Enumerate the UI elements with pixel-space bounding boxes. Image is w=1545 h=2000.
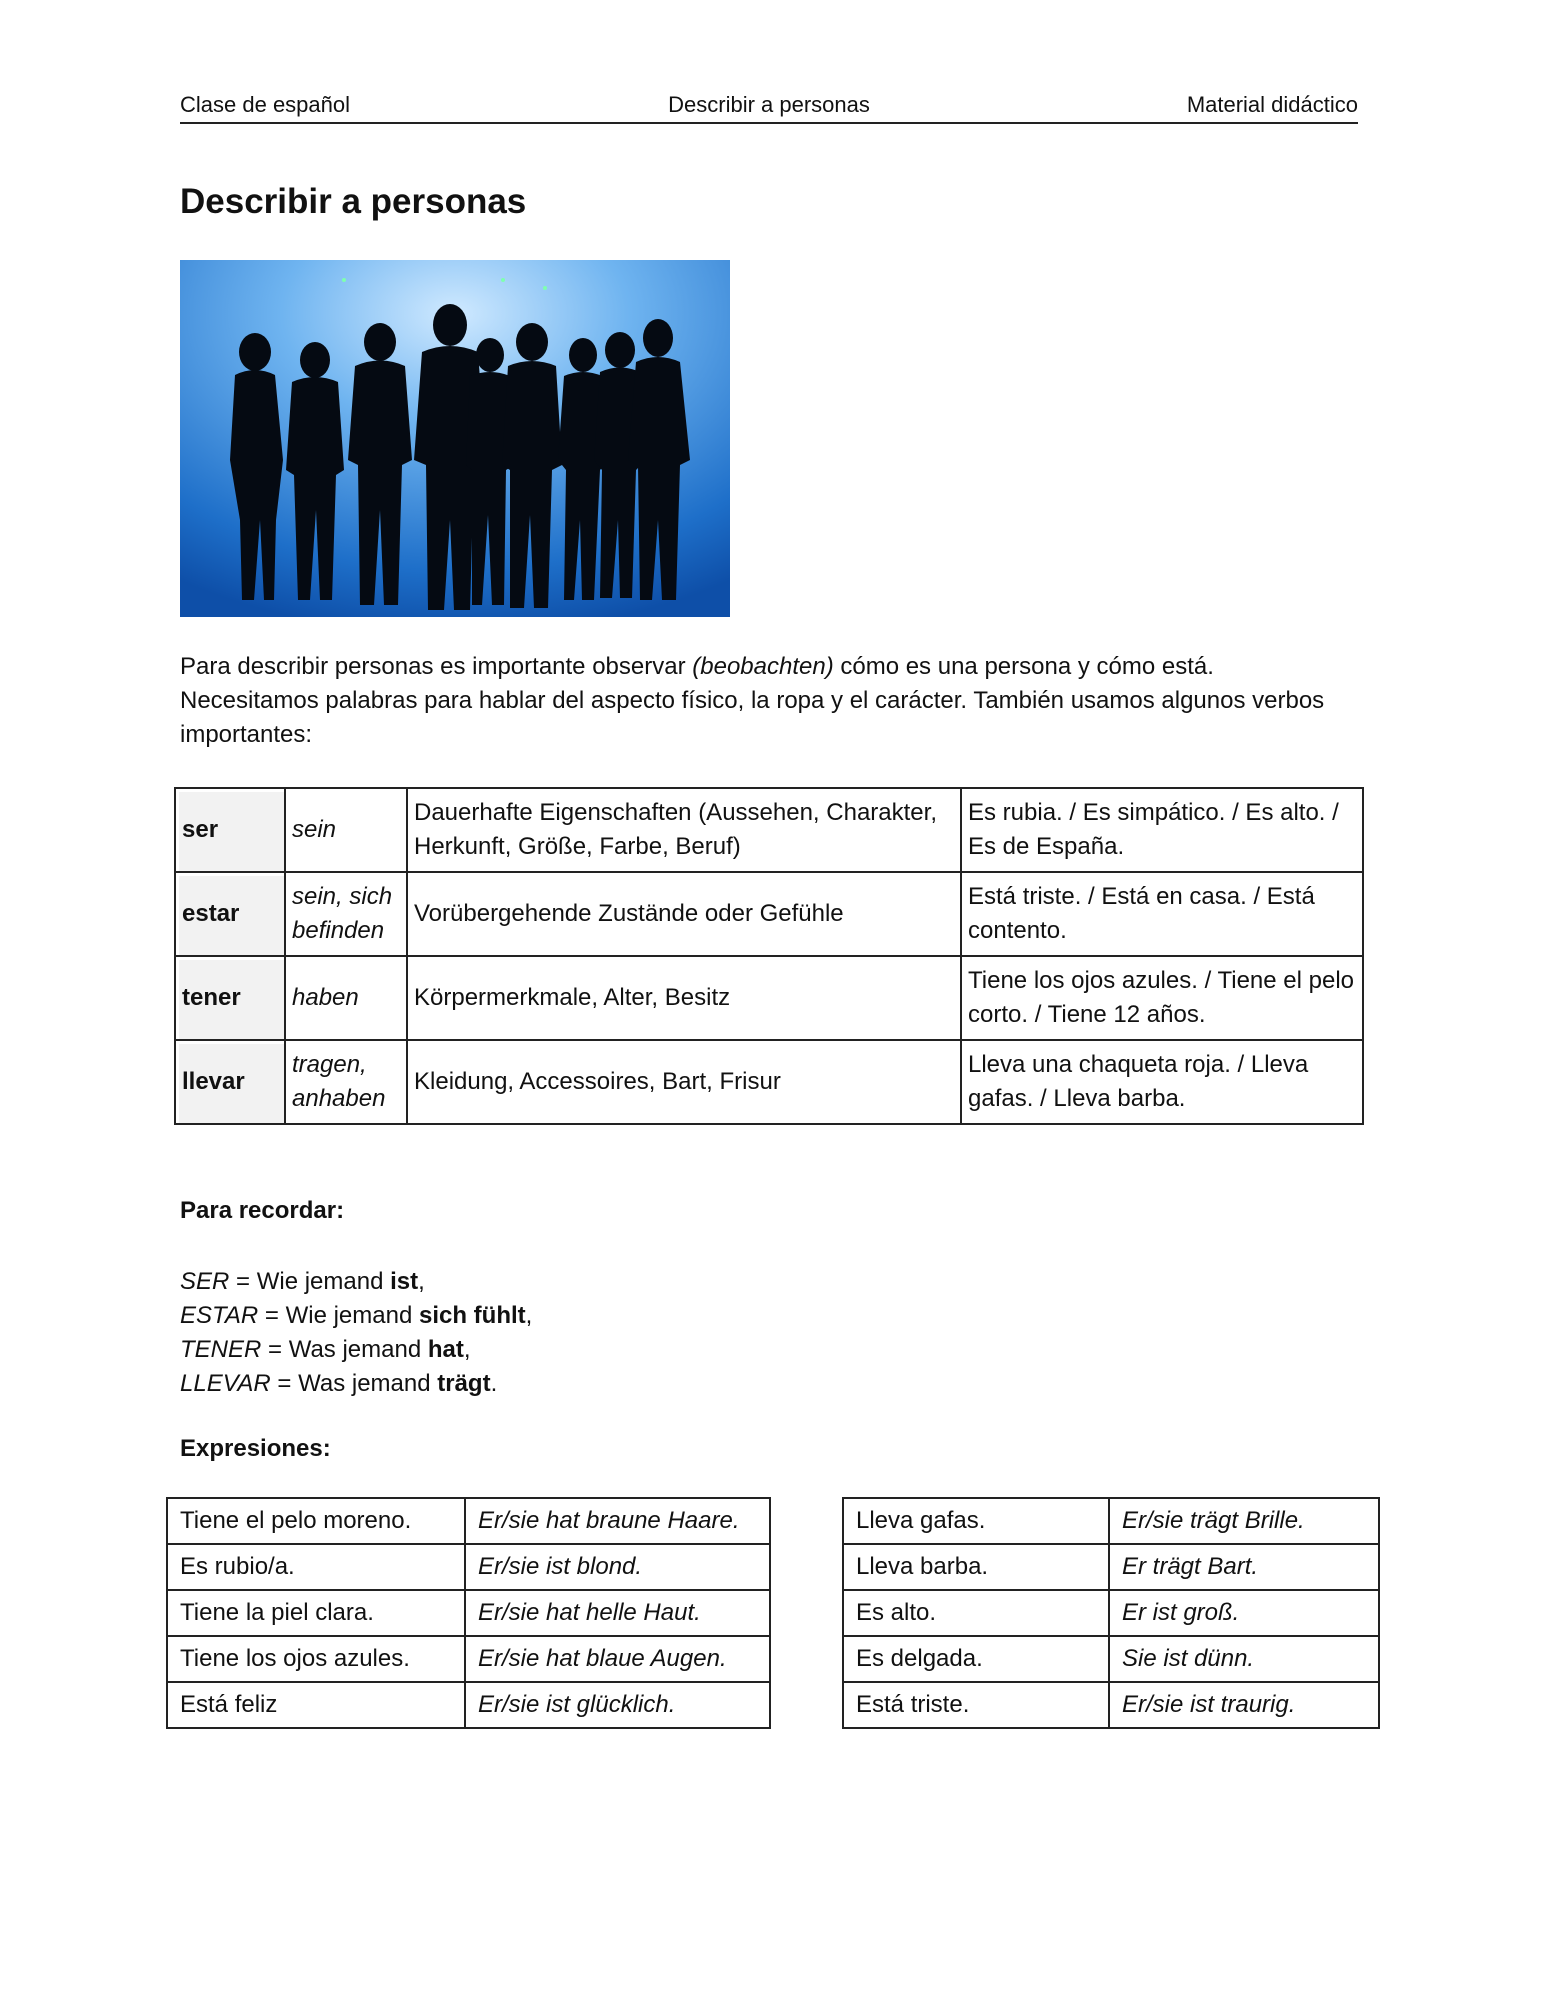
examples-cell: Es rubia. / Es simpático. / Es alto. / Es de España. (961, 788, 1363, 872)
table-row (167, 1682, 770, 1728)
examples-cell: Tiene los ojos azules. / Tiene el pelo corto. / Tiene 12 años. (961, 956, 1363, 1040)
german-cell: Er/sie trägt Brille. (1109, 1498, 1379, 1544)
spanish-cell: Es alto. (843, 1590, 1109, 1636)
page-header (180, 90, 1358, 124)
translation-cell: haben (285, 956, 407, 1040)
german-cell: Er ist groß. (1109, 1590, 1379, 1636)
spanish-cell: Está triste. (843, 1682, 1109, 1728)
german-cell: Er/sie ist traurig. (1109, 1682, 1379, 1728)
intro-text-italic: (beobachten) (692, 653, 834, 680)
table-row (167, 1498, 770, 1544)
examples-cell: Lleva una chaqueta roja. / Lleva gafas. / Lleva barba. (961, 1040, 1363, 1124)
spanish-cell: Tiene la piel clara. (167, 1590, 465, 1636)
german-cell: Er/sie hat blaue Augen. (465, 1636, 770, 1682)
recordar-end: , (525, 1302, 533, 1329)
recordar-eq: = Wie jemand (229, 1268, 391, 1295)
table-row (175, 788, 1363, 872)
verb-cell: tener (175, 956, 285, 1040)
recordar-bold: sich fühlt (418, 1302, 526, 1329)
spanish-cell: Está feliz (167, 1682, 465, 1728)
examples-cell: Está triste. / Está en casa. / Está contento. (961, 872, 1363, 956)
recordar-term: SER (180, 1268, 230, 1295)
intro-text-after: cómo es una persona y cómo está. Necesitamos palabras para hablar del aspecto físico, la ropa y el carácter. También usamos algunos verbos importantes: (180, 653, 1325, 748)
german-cell: Er/sie hat braune Haare. (465, 1498, 770, 1544)
recordar-eq: = Was jemand (270, 1370, 438, 1397)
german-cell: Sie ist dünn. (1109, 1636, 1379, 1682)
recordar-heading: Para recordar: (180, 1197, 345, 1224)
recordar-end: , (463, 1336, 471, 1363)
recordar-term: TENER (180, 1336, 262, 1363)
translation-cell: tragen, anhaben (285, 1040, 407, 1124)
recordar-line (180, 1265, 532, 1299)
table-row (167, 1544, 770, 1590)
header-right: Material didáctico (1186, 92, 1358, 117)
usage-cell: Dauerhafte Eigenschaften (Aussehen, Charakter, Herkunft, Größe, Farbe, Beruf) (407, 788, 961, 872)
recordar-bold: ist (390, 1268, 419, 1295)
recordar-list (180, 1265, 532, 1401)
usage-cell: Kleidung, Accessoires, Bart, Frisur (407, 1040, 961, 1124)
table-row (843, 1498, 1379, 1544)
page-title: Describir a personas (180, 182, 527, 221)
table-row (175, 1040, 1363, 1124)
german-cell: Er/sie ist glücklich. (465, 1682, 770, 1728)
recordar-term: ESTAR (180, 1302, 259, 1329)
translation-cell: sein, sich befinden (285, 872, 407, 956)
header-center: Describir a personas (668, 92, 870, 117)
expresiones-heading: Expresiones: (180, 1435, 331, 1462)
expresiones-table-left (166, 1497, 771, 1729)
recordar-eq: = Wie jemand (258, 1302, 419, 1329)
german-cell: Er/sie hat helle Haut. (465, 1590, 770, 1636)
table-row (843, 1682, 1379, 1728)
german-cell: Er/sie ist blond. (465, 1544, 770, 1590)
recordar-line (180, 1367, 532, 1401)
translation-cell: sein (285, 788, 407, 872)
recordar-eq: = Was jemand (261, 1336, 428, 1363)
spanish-cell: Tiene los ojos azules. (167, 1636, 465, 1682)
table-row (167, 1590, 770, 1636)
spanish-cell: Es rubio/a. (167, 1544, 465, 1590)
verb-cell: estar (175, 872, 285, 956)
expresiones-table-right (842, 1497, 1380, 1729)
table-row (843, 1590, 1379, 1636)
spanish-cell: Es delgada. (843, 1636, 1109, 1682)
recordar-end: . (490, 1370, 498, 1397)
table-row (843, 1544, 1379, 1590)
header-left: Clase de español (180, 92, 351, 117)
intro-text-before: Para describir personas es importante observar (180, 653, 693, 680)
german-cell: Er trägt Bart. (1109, 1544, 1379, 1590)
verbs-table (174, 787, 1364, 1125)
people-silhouette-image (180, 260, 730, 617)
table-row (175, 956, 1363, 1040)
intro-paragraph (180, 650, 1330, 752)
usage-cell: Vorübergehende Zustände oder Gefühle (407, 872, 961, 956)
recordar-line (180, 1299, 532, 1333)
table-row (167, 1636, 770, 1682)
recordar-line (180, 1333, 532, 1367)
spanish-cell: Tiene el pelo moreno. (167, 1498, 465, 1544)
recordar-term: LLEVAR (180, 1370, 271, 1397)
spanish-cell: Lleva barba. (843, 1544, 1109, 1590)
spanish-cell: Lleva gafas. (843, 1498, 1109, 1544)
verb-cell: llevar (175, 1040, 285, 1124)
recordar-bold: hat (427, 1336, 464, 1363)
usage-cell: Körpermerkmale, Alter, Besitz (407, 956, 961, 1040)
table-row (843, 1636, 1379, 1682)
table-row (175, 872, 1363, 956)
recordar-end: , (418, 1268, 425, 1295)
verb-cell: ser (175, 788, 285, 872)
recordar-bold: trägt (437, 1370, 491, 1397)
